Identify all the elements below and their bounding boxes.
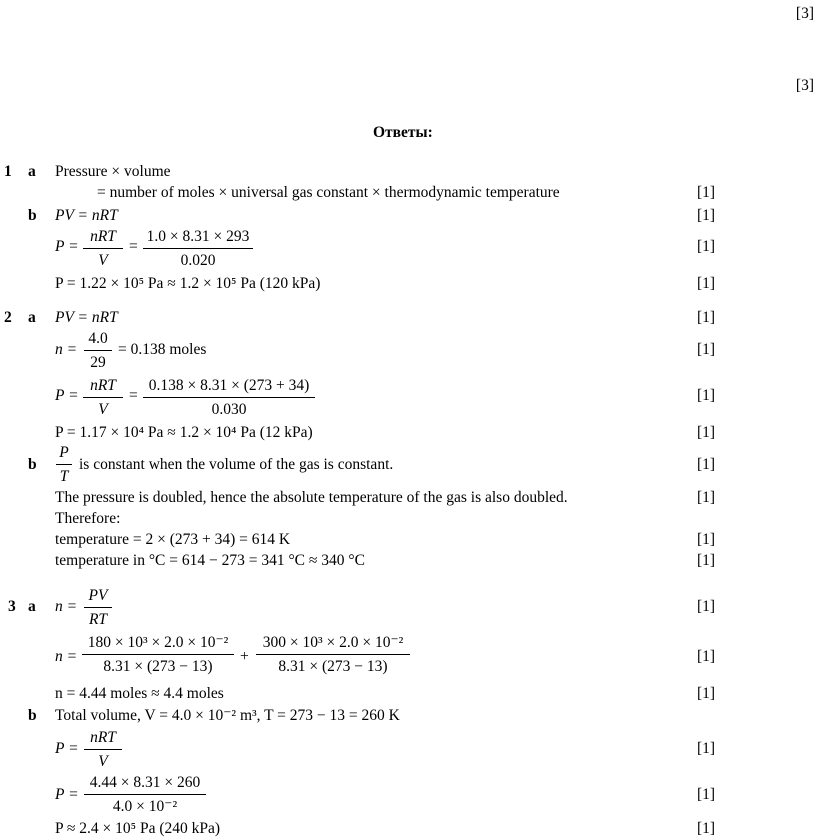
q2a-n-fraction	[84, 330, 112, 372]
q2a-p-symbol: P =	[55, 387, 79, 404]
q3a-label: a	[28, 598, 36, 615]
q2b-text2: The pressure is doubled, hence the absolute temperature of the gas is also doubled.	[55, 489, 568, 506]
q1b-fraction-1	[83, 228, 123, 270]
q1a-line1: Pressure × volume	[55, 163, 171, 180]
q2b-pt-num: P	[59, 444, 69, 461]
q3a-term2-fraction	[256, 634, 410, 676]
q1b-p-symbol: P =	[55, 238, 79, 255]
q1b-result: P = 1.22 × 10⁵ Pa ≈ 1.2 × 10⁵ Pa (120 kPa)	[55, 275, 321, 292]
q2a-equals: =	[129, 387, 138, 404]
q3a-n-num: PV	[88, 587, 108, 604]
q3a-mark2: [1]	[697, 648, 716, 665]
q1b-frac2-den: 0.020	[180, 252, 216, 269]
q1b-mark3: [1]	[697, 275, 716, 292]
answers-heading: Ответы:	[373, 124, 433, 141]
q2a-equation: PV = nRT	[55, 309, 118, 326]
q2a-p-den: V	[98, 401, 108, 418]
q3b-p2-symbol: P =	[55, 786, 79, 803]
q1b-frac1-num: nRT	[90, 228, 116, 245]
q3b-p-symbol: P =	[55, 740, 79, 757]
q3b-p-num: nRT	[90, 729, 116, 746]
q2b-text5: temperature in °C = 614 − 273 = 341 °C ≈ 340 °C	[55, 552, 365, 569]
q3a-n-symbol: n =	[55, 598, 78, 615]
q3a-term1-num: 180 × 10³ × 2.0 × 10⁻²	[87, 634, 229, 651]
q1a-label: a	[28, 163, 36, 180]
q1b-frac2-num: 1.0 × 8.31 × 293	[146, 228, 250, 245]
q2b-text1: is constant when the volume of the gas is constant.	[79, 456, 394, 473]
q2a-p2-den: 0.030	[211, 401, 247, 418]
q3a-result: n = 4.44 moles ≈ 4.4 moles	[55, 685, 224, 702]
q2a-mark4: [1]	[697, 424, 716, 441]
q3a-term1-den: 8.31 × (273 − 13)	[103, 658, 213, 675]
q2a-label: a	[28, 309, 36, 326]
q2b-label: b	[28, 456, 37, 473]
q3b-text: Total volume, V = 4.0 × 10⁻² m³, T = 273 − 13 = 260 K	[55, 707, 400, 724]
q1b-equation: PV = nRT	[55, 207, 118, 224]
q3b-p2-num: 4.44 × 8.31 × 260	[89, 774, 201, 791]
q3a-mark3: [1]	[697, 685, 716, 702]
q2b-mark2: [1]	[697, 489, 716, 506]
q2a-n-symbol: n =	[55, 341, 78, 358]
q1b-mark2: [1]	[697, 238, 716, 255]
q2b-pt-den: T	[59, 468, 69, 485]
q3-number: 3	[8, 598, 16, 615]
q3a-n2-symbol: n =	[55, 648, 78, 665]
q3a-plus: +	[240, 648, 249, 665]
q3b-mark1: [1]	[697, 740, 716, 757]
q2-number: 2	[4, 309, 12, 326]
q1-number: 1	[4, 163, 12, 180]
q1b-label: b	[28, 207, 37, 224]
q3b-mark2: [1]	[697, 786, 716, 803]
q2b-mark3: [1]	[697, 531, 716, 548]
q1a-mark: [1]	[697, 184, 716, 201]
q3b-p2-fraction	[84, 774, 206, 816]
q2a-mark3: [1]	[697, 387, 716, 404]
q3a-term2-num: 300 × 10³ × 2.0 × 10⁻²	[262, 634, 404, 651]
q3a-term2-den: 8.31 × (273 − 13)	[278, 658, 388, 675]
q2b-pt-fraction	[56, 444, 72, 486]
q2a-n-num: 4.0	[88, 330, 108, 347]
q3a-n-den: RT	[88, 611, 108, 628]
q2a-p-num: nRT	[90, 377, 116, 394]
q2a-mark2: [1]	[697, 341, 716, 358]
q3a-term1-fraction	[82, 634, 234, 676]
q2a-result: P = 1.17 × 10⁴ Pa ≈ 1.2 × 10⁴ Pa (12 kPa)	[55, 424, 313, 441]
q3b-p-den: V	[98, 753, 108, 770]
q2b-text3: Therefore:	[55, 510, 121, 527]
q2a-mark1: [1]	[697, 309, 716, 326]
q1b-frac1-den: V	[98, 252, 108, 269]
q1b-fraction-2	[143, 228, 253, 270]
q2a-n-den: 29	[90, 354, 106, 371]
q1b-mark1: [1]	[697, 207, 716, 224]
q2b-text4: temperature = 2 × (273 + 34) = 614 K	[55, 531, 291, 548]
q2a-p-fraction-2	[143, 377, 315, 419]
mark-top-1: [3]	[795, 5, 814, 22]
q3b-result: P ≈ 2.4 × 10⁵ Pa (240 kPa)	[55, 820, 221, 837]
q2a-p-fraction-1	[83, 377, 123, 419]
q2b-mark4: [1]	[697, 552, 716, 569]
q1a-line2: = number of moles × universal gas constant × thermodynamic temperature	[97, 184, 560, 201]
q1b-equals: =	[129, 238, 138, 255]
q2a-n-result: = 0.138 moles	[118, 341, 207, 358]
q3a-mark1: [1]	[697, 598, 716, 615]
q3b-p-fraction	[84, 729, 122, 771]
q3b-mark3: [1]	[697, 820, 716, 837]
q2a-p2-num: 0.138 × 8.31 × (273 + 34)	[148, 377, 310, 394]
q3a-n-fraction	[84, 587, 112, 629]
q3b-p2-den: 4.0 × 10⁻²	[112, 798, 178, 815]
q2b-mark1: [1]	[697, 456, 716, 473]
mark-top-2: [3]	[795, 77, 814, 94]
q3b-label: b	[28, 707, 37, 724]
